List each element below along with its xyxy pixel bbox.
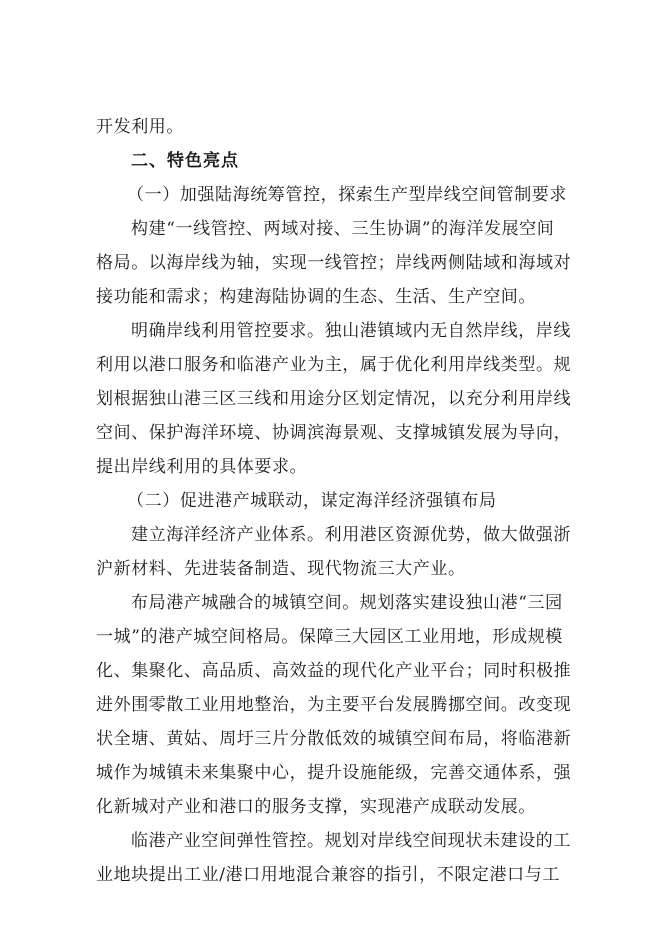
subsection-heading-2: （二）促进港产城联动，谋定海洋经济强镇布局 bbox=[127, 491, 497, 511]
section-heading: 二、特色亮点 bbox=[131, 151, 239, 171]
text-line-13: 建立海洋经济产业体系。利用港区资源优势，做大做强浙 bbox=[131, 525, 571, 545]
text-line-1: 开发利用。 bbox=[96, 117, 184, 137]
text-line-22: 临港产业空间弹性管控。规划对岸线空间现状未建设的工 bbox=[131, 831, 571, 851]
text-line-4: 构建“一线管控、两域对接、三生协调”的海洋发展空间 bbox=[131, 219, 555, 239]
text-line-10: 空间、保护海洋环境、协调滨海景观、支撑城镇发展为导向， bbox=[96, 423, 572, 443]
text-line-18: 进外围零散工业用地整治，为主要平台发展腾挪空间。改变现 bbox=[96, 695, 572, 715]
text-line-16: 一城”的港产城空间格局。保障三大园区工业用地，形成规模 bbox=[96, 627, 563, 647]
text-line-17: 化、集聚化、高品质、高效益的现代化产业平台；同时积极推 bbox=[96, 661, 572, 681]
text-line-5: 格局。以海岸线为轴，实现一线管控；岸线两侧陆域和海域对 bbox=[96, 253, 572, 273]
text-line-7: 明确岸线利用管控要求。独山港镇域内无自然岸线，岸线 bbox=[131, 321, 571, 341]
text-line-6: 接功能和需求；构建海陆协调的生态、生活、生产空间。 bbox=[96, 287, 536, 307]
text-line-8: 利用以港口服务和临港产业为主，属于优化利用岸线类型。规 bbox=[96, 355, 572, 375]
text-line-19: 状全塘、黄姑、周圩三片分散低效的城镇空间布局，将临港新 bbox=[96, 729, 572, 749]
text-line-20: 城作为城镇未来集聚中心，提升设施能级，完善交通体系，强 bbox=[96, 763, 572, 783]
text-line-9: 划根据独山港三区三线和用途分区划定情况，以充分利用岸线 bbox=[96, 389, 572, 409]
text-line-23: 业地块提出工业/港口用地混合兼容的指引，不限定港口与工 bbox=[96, 865, 560, 885]
subsection-heading-1: （一）加强陆海统筹管控，探索生产型岸线空间管制要求 bbox=[127, 185, 567, 205]
text-line-15: 布局港产城融合的城镇空间。规划落实建设独山港“三园 bbox=[131, 593, 563, 613]
text-line-11: 提出岸线利用的具体要求。 bbox=[96, 457, 308, 477]
text-line-14: 沪新材料、先进装备制造、现代物流三大产业。 bbox=[96, 559, 466, 579]
text-line-21: 化新城对产业和港口的服务支撑，实现港产成联动发展。 bbox=[96, 797, 536, 817]
